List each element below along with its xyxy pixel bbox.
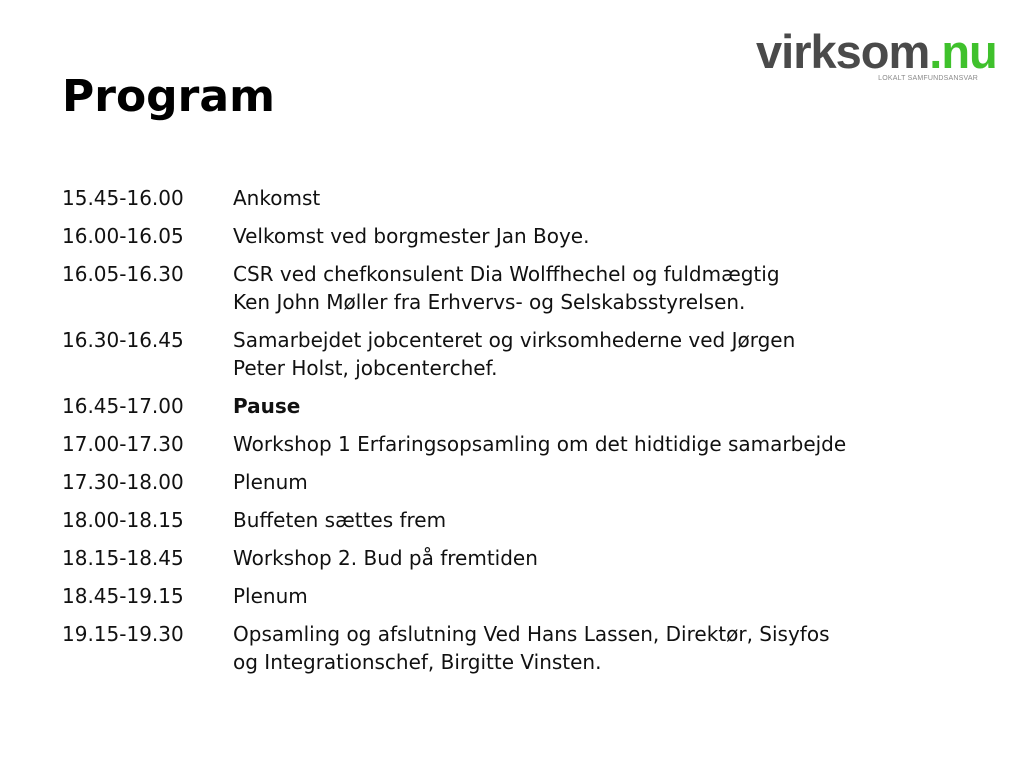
schedule-row <box>62 184 962 212</box>
schedule-row <box>62 222 962 250</box>
schedule-time: 16.05-16.30 <box>62 262 184 286</box>
schedule-description: Plenum <box>233 584 308 608</box>
schedule-description: Opsamling og afslutning Ved Hans Lassen, Direktør, Sisyfos og Integrationschef, Birgitte Vinsten. <box>233 622 830 674</box>
schedule-time: 16.00-16.05 <box>62 224 184 248</box>
schedule-time: 18.00-18.15 <box>62 508 184 532</box>
program-schedule <box>62 184 962 686</box>
schedule-time: 19.15-19.30 <box>62 622 184 646</box>
schedule-description: Samarbejdet jobcenteret og virksomhederne ved Jørgen Peter Holst, jobcenterchef. <box>233 328 796 380</box>
schedule-description: CSR ved chefkonsulent Dia Wolffhechel og fuldmægtig Ken John Møller fra Erhvervs- og Selskabsstyrelsen. <box>233 262 780 314</box>
schedule-row <box>62 582 962 610</box>
schedule-row <box>62 260 962 316</box>
schedule-row <box>62 544 962 572</box>
schedule-time: 18.15-18.45 <box>62 546 184 570</box>
schedule-time: 16.30-16.45 <box>62 328 184 352</box>
logo-wordmark <box>756 26 997 78</box>
schedule-description: Buffeten sættes frem <box>233 508 447 532</box>
schedule-description: Velkomst ved borgmester Jan Boye. <box>233 224 590 248</box>
schedule-description: Pause <box>233 394 301 418</box>
schedule-description: Plenum <box>233 470 308 494</box>
schedule-time: 18.45-19.15 <box>62 584 184 608</box>
schedule-time: 15.45-16.00 <box>62 186 184 210</box>
page-title: Program <box>62 71 275 122</box>
schedule-row <box>62 430 962 458</box>
schedule-row <box>62 392 962 420</box>
schedule-time: 17.30-18.00 <box>62 470 184 494</box>
schedule-description: Workshop 1 Erfaringsopsamling om det hidtidige samarbejde <box>233 432 847 456</box>
logo-word-accent: .nu <box>929 25 997 78</box>
schedule-row <box>62 468 962 496</box>
schedule-description: Workshop 2. Bud på fremtiden <box>233 546 538 570</box>
schedule-time: 16.45-17.00 <box>62 394 184 418</box>
schedule-description: Ankomst <box>233 186 321 210</box>
schedule-time: 17.00-17.30 <box>62 432 184 456</box>
logo-tagline: LOKALT SAMFUNDSANSVAR <box>878 75 978 82</box>
schedule-row <box>62 326 962 382</box>
virksom-logo <box>756 26 1006 92</box>
schedule-row <box>62 506 962 534</box>
logo-word-base: virksom <box>756 25 930 78</box>
schedule-row <box>62 620 962 676</box>
